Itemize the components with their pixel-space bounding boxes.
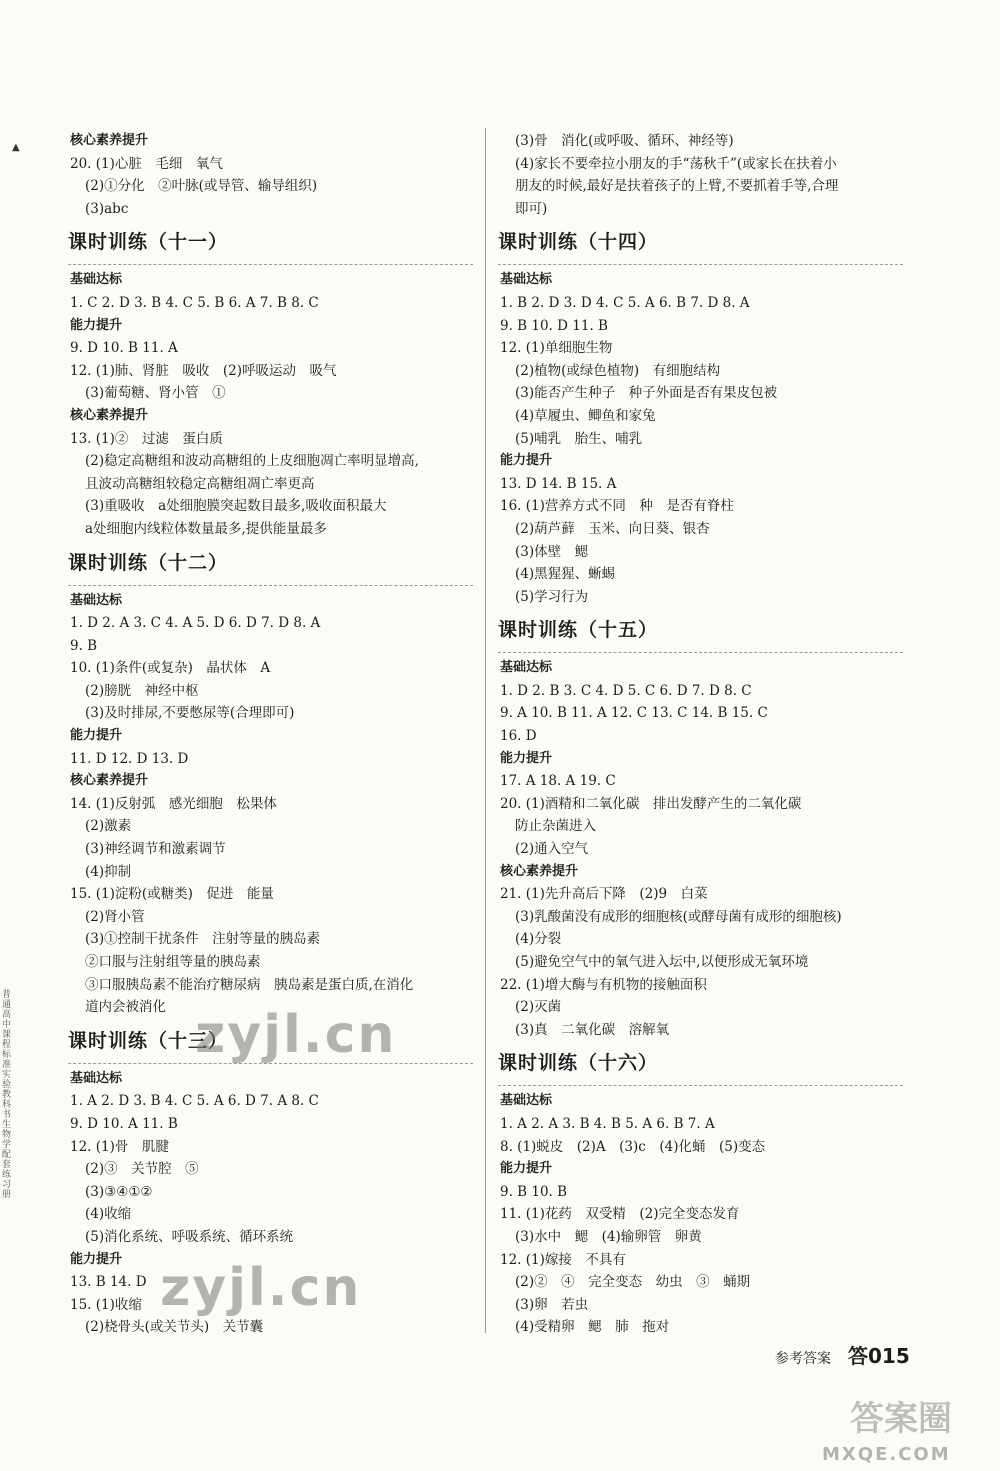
section-title-12: 课时训练（十二） <box>68 543 473 586</box>
answer-line: 朋友的时候,最好是扶着孩子的上臂,不要抓着手等,合理 <box>515 178 839 195</box>
footer-label: 参考答案 <box>775 1351 831 1367</box>
answer-line: 21. (1)先升高后下降 (2)9 白菜 <box>500 886 708 903</box>
subheading: 能力提升 <box>70 1251 123 1267</box>
subheading: 核心素养提升 <box>500 863 579 879</box>
answer-line: 15. (1)收缩 <box>70 1296 142 1313</box>
answer-line: (3)乳酸菌没有成形的细胞核(或酵母菌有成形的细胞核) <box>515 908 842 925</box>
answer-line: 16. (1)营养方式不同 种 是否有脊柱 <box>500 498 734 515</box>
right-block-14 <box>500 269 900 608</box>
answer-line: 9. D 10. A 11. B <box>70 1115 178 1132</box>
answer-line: 且波动高糖组较稳定高糖组凋亡率更高 <box>85 475 315 492</box>
answer-line: (3)骨 消化(或呼吸、循环、神经等) <box>515 133 734 149</box>
watermark-1: zyjl.cn <box>195 1005 397 1065</box>
answer-line: (2)①分化 ②叶脉(或导管、输导组织) <box>85 178 318 195</box>
answer-line: 12. (1)嫁接 不具有 <box>500 1251 626 1268</box>
section-title-11: 课时训练（十一） <box>68 222 473 265</box>
answer-line: (4)草履虫、鲫鱼和家兔 <box>515 407 656 424</box>
answer-line: (4)受精卵 鳃 肺 拖对 <box>515 1319 670 1336</box>
answer-line: 11. D 12. D 13. D <box>70 750 189 767</box>
answer-line: 12. (1)肺、肾脏 吸收 (2)呼吸运动 吸气 <box>70 362 337 379</box>
right-block-a <box>500 130 900 220</box>
answer-line: 9. A 10. B 11. A 12. C 13. C 14. B 15. C <box>500 705 768 722</box>
answer-line: (2)激素 <box>85 818 132 835</box>
answer-line: (4)分裂 <box>515 931 562 948</box>
subheading: 基础达标 <box>70 592 123 608</box>
subheading: 基础达标 <box>500 1093 553 1109</box>
page-number: 答015 <box>848 1344 910 1368</box>
answer-line: 道内会被消化 <box>85 999 166 1016</box>
answer-line: (2)膀胱 神经中枢 <box>85 682 199 699</box>
answer-line: (2)植物(或绿色植物) 有细胞结构 <box>515 362 721 379</box>
subheading: 核心素养提升 <box>70 407 149 423</box>
subheading: 能力提升 <box>70 728 123 744</box>
subheading: 能力提升 <box>70 317 123 333</box>
answer-line: 即可) <box>515 200 548 217</box>
answer-line: (5)哺乳 胎生、哺乳 <box>515 430 643 447</box>
answer-line: (4)收缩 <box>85 1206 132 1223</box>
right-block-16 <box>500 1090 900 1339</box>
answer-line: (2)② ④ 完全变态 幼虫 ③ 蛹期 <box>515 1274 751 1291</box>
right-column <box>500 130 900 1339</box>
answer-line: 9. B 10. B <box>500 1183 568 1200</box>
answer-line: 13. D 14. B 15. A <box>500 475 617 492</box>
answer-line: (5)学习行为 <box>515 588 589 605</box>
answer-line: (4)抑制 <box>85 863 132 880</box>
left-block-11 <box>70 269 470 540</box>
answer-line: 16. D <box>500 728 537 745</box>
answer-line: 12. (1)骨 肌腱 <box>70 1138 169 1155</box>
subheading: 核心素养提升 <box>70 133 149 148</box>
answer-line: ③口服胰岛素不能治疗糖尿病 胰岛素是蛋白质,在消化 <box>85 976 414 993</box>
subheading: 能力提升 <box>500 1161 553 1177</box>
answer-line: (3)葡萄糖、肾小管 ① <box>85 385 226 402</box>
answer-line: (3)能否产生种子 种子外面是否有果皮包被 <box>515 385 778 402</box>
subheading: 能力提升 <box>500 453 553 469</box>
answer-line: (2)葫芦藓 玉米、向日葵、银杏 <box>515 520 710 537</box>
column-divider <box>485 128 486 1333</box>
left-block-a <box>70 130 470 220</box>
subheading: 基础达标 <box>70 1070 123 1086</box>
subheading: 基础达标 <box>70 272 123 288</box>
answer-line: (3)卵 若虫 <box>515 1296 589 1313</box>
answer-line: (5)避免空气中的氧气进入坛中,以便形成无氧环境 <box>515 954 809 970</box>
answer-line: 20. (1)酒精和二氧化碳 排出发酵产生的二氧化碳 <box>500 795 802 812</box>
answer-line: 14. (1)反射弧 感光细胞 松果体 <box>70 795 277 812</box>
answer-line: 22. (1)增大酶与有机物的接触面积 <box>500 976 707 993</box>
answer-line: a处细胞内线粒体数量最多,提供能量最多 <box>85 520 327 537</box>
answer-line: (4)黑猩猩、蜥蜴 <box>515 566 616 583</box>
answer-line: (3)abc <box>85 200 129 217</box>
answer-line: (3)③④①② <box>85 1183 153 1200</box>
corner-mark-icon: ▲ <box>12 142 20 153</box>
section-title-16: 课时训练（十六） <box>498 1043 903 1086</box>
answer-line: 12. (1)单细胞生物 <box>500 340 613 357</box>
answer-line: 13. B 14. D <box>70 1274 147 1291</box>
answer-line: 1. A 2. D 3. B 4. C 5. A 6. D 7. A 8. C <box>70 1093 319 1110</box>
answer-line: (2)桡骨头(或关节头) 关节囊 <box>85 1319 264 1336</box>
answer-line: 20. (1)心脏 毛细 氧气 <box>70 155 223 172</box>
answer-line: (2)通入空气 <box>515 841 589 858</box>
answer-line: ②口服与注射组等量的胰岛素 <box>85 954 261 970</box>
answer-line: 10. (1)条件(或复杂) 晶状体 A <box>70 660 271 677</box>
answer-line: (3)体壁 鳃 <box>515 543 589 560</box>
left-column <box>70 130 470 1339</box>
answer-line: (3)重吸收 a处细胞膜突起数目最多,吸收面积最大 <box>85 498 387 515</box>
section-title-14: 课时训练（十四） <box>498 222 903 265</box>
answer-line: (3)真 二氧化碳 溶解氧 <box>515 1021 670 1038</box>
watermark-site: MXQE.COM <box>822 1444 951 1465</box>
answer-line: 1. D 2. A 3. C 4. A 5. D 6. D 7. D 8. A <box>70 615 321 632</box>
answer-line: 1. A 2. A 3. B 4. B 5. A 6. B 7. A <box>500 1115 715 1132</box>
answer-line: (3)神经调节和激素调节 <box>85 841 226 858</box>
answer-line: (2)肾小管 <box>85 908 145 925</box>
side-vertical-text: 普通高中课程标准实验教科书生物学配套练习册 <box>2 990 12 1200</box>
answer-line: (4)家长不要牵拉小朋友的手“荡秋千”(或家长在扶着小 <box>515 155 837 172</box>
watermark-2: zyjl.cn <box>160 1258 362 1318</box>
answer-line: 9. B 10. D 11. B <box>500 317 608 334</box>
answer-line: 15. (1)淀粉(或糖类) 促进 能量 <box>70 886 274 903</box>
answer-line: (2)③ 关节腔 ⑤ <box>85 1161 199 1178</box>
answer-line: (3)及时排尿,不要憋尿等(合理即可) <box>85 705 295 722</box>
answer-line: 17. A 18. A 19. C <box>500 773 616 790</box>
answer-line: (2)稳定高糖组和波动高糖组的上皮细胞凋亡率明显增高, <box>85 453 419 470</box>
subheading: 能力提升 <box>500 750 553 766</box>
subheading: 基础达标 <box>500 272 553 288</box>
answer-line: 防止杂菌进入 <box>515 818 596 835</box>
watermark-logo: 答案圈 <box>850 1399 952 1439</box>
answer-line: (5)消化系统、呼吸系统、循环系统 <box>85 1228 294 1245</box>
answer-line: 1. B 2. D 3. D 4. C 5. A 6. B 7. D 8. A <box>500 294 750 311</box>
answer-line: 1. C 2. D 3. B 4. C 5. B 6. A 7. B 8. C <box>70 294 319 311</box>
section-title-13: 课时训练（十三） <box>68 1021 473 1064</box>
answer-line: 11. (1)花药 双受精 (2)完全变态发育 <box>500 1206 740 1223</box>
answer-line: (3)①控制干扰条件 注射等量的胰岛素 <box>85 931 321 948</box>
answer-line: 8. (1)蜕皮 (2)A (3)c (4)化蛹 (5)变态 <box>500 1138 766 1155</box>
subheading: 核心素养提升 <box>70 773 149 789</box>
answer-line: (2)灭菌 <box>515 999 562 1016</box>
right-block-15 <box>500 657 900 1041</box>
section-title-15: 课时训练（十五） <box>498 610 903 653</box>
answer-line: 13. (1)② 过滤 蛋白质 <box>70 430 223 447</box>
answer-line: 9. D 10. B 11. A <box>70 340 178 357</box>
answer-line: 9. B <box>70 637 98 654</box>
answer-line: 1. D 2. B 3. C 4. D 5. C 6. D 7. D 8. C <box>500 682 752 699</box>
left-block-12 <box>70 590 470 1019</box>
answer-line: (3)水中 鳃 (4)输卵管 卵黄 <box>515 1228 702 1245</box>
subheading: 基础达标 <box>500 660 553 676</box>
